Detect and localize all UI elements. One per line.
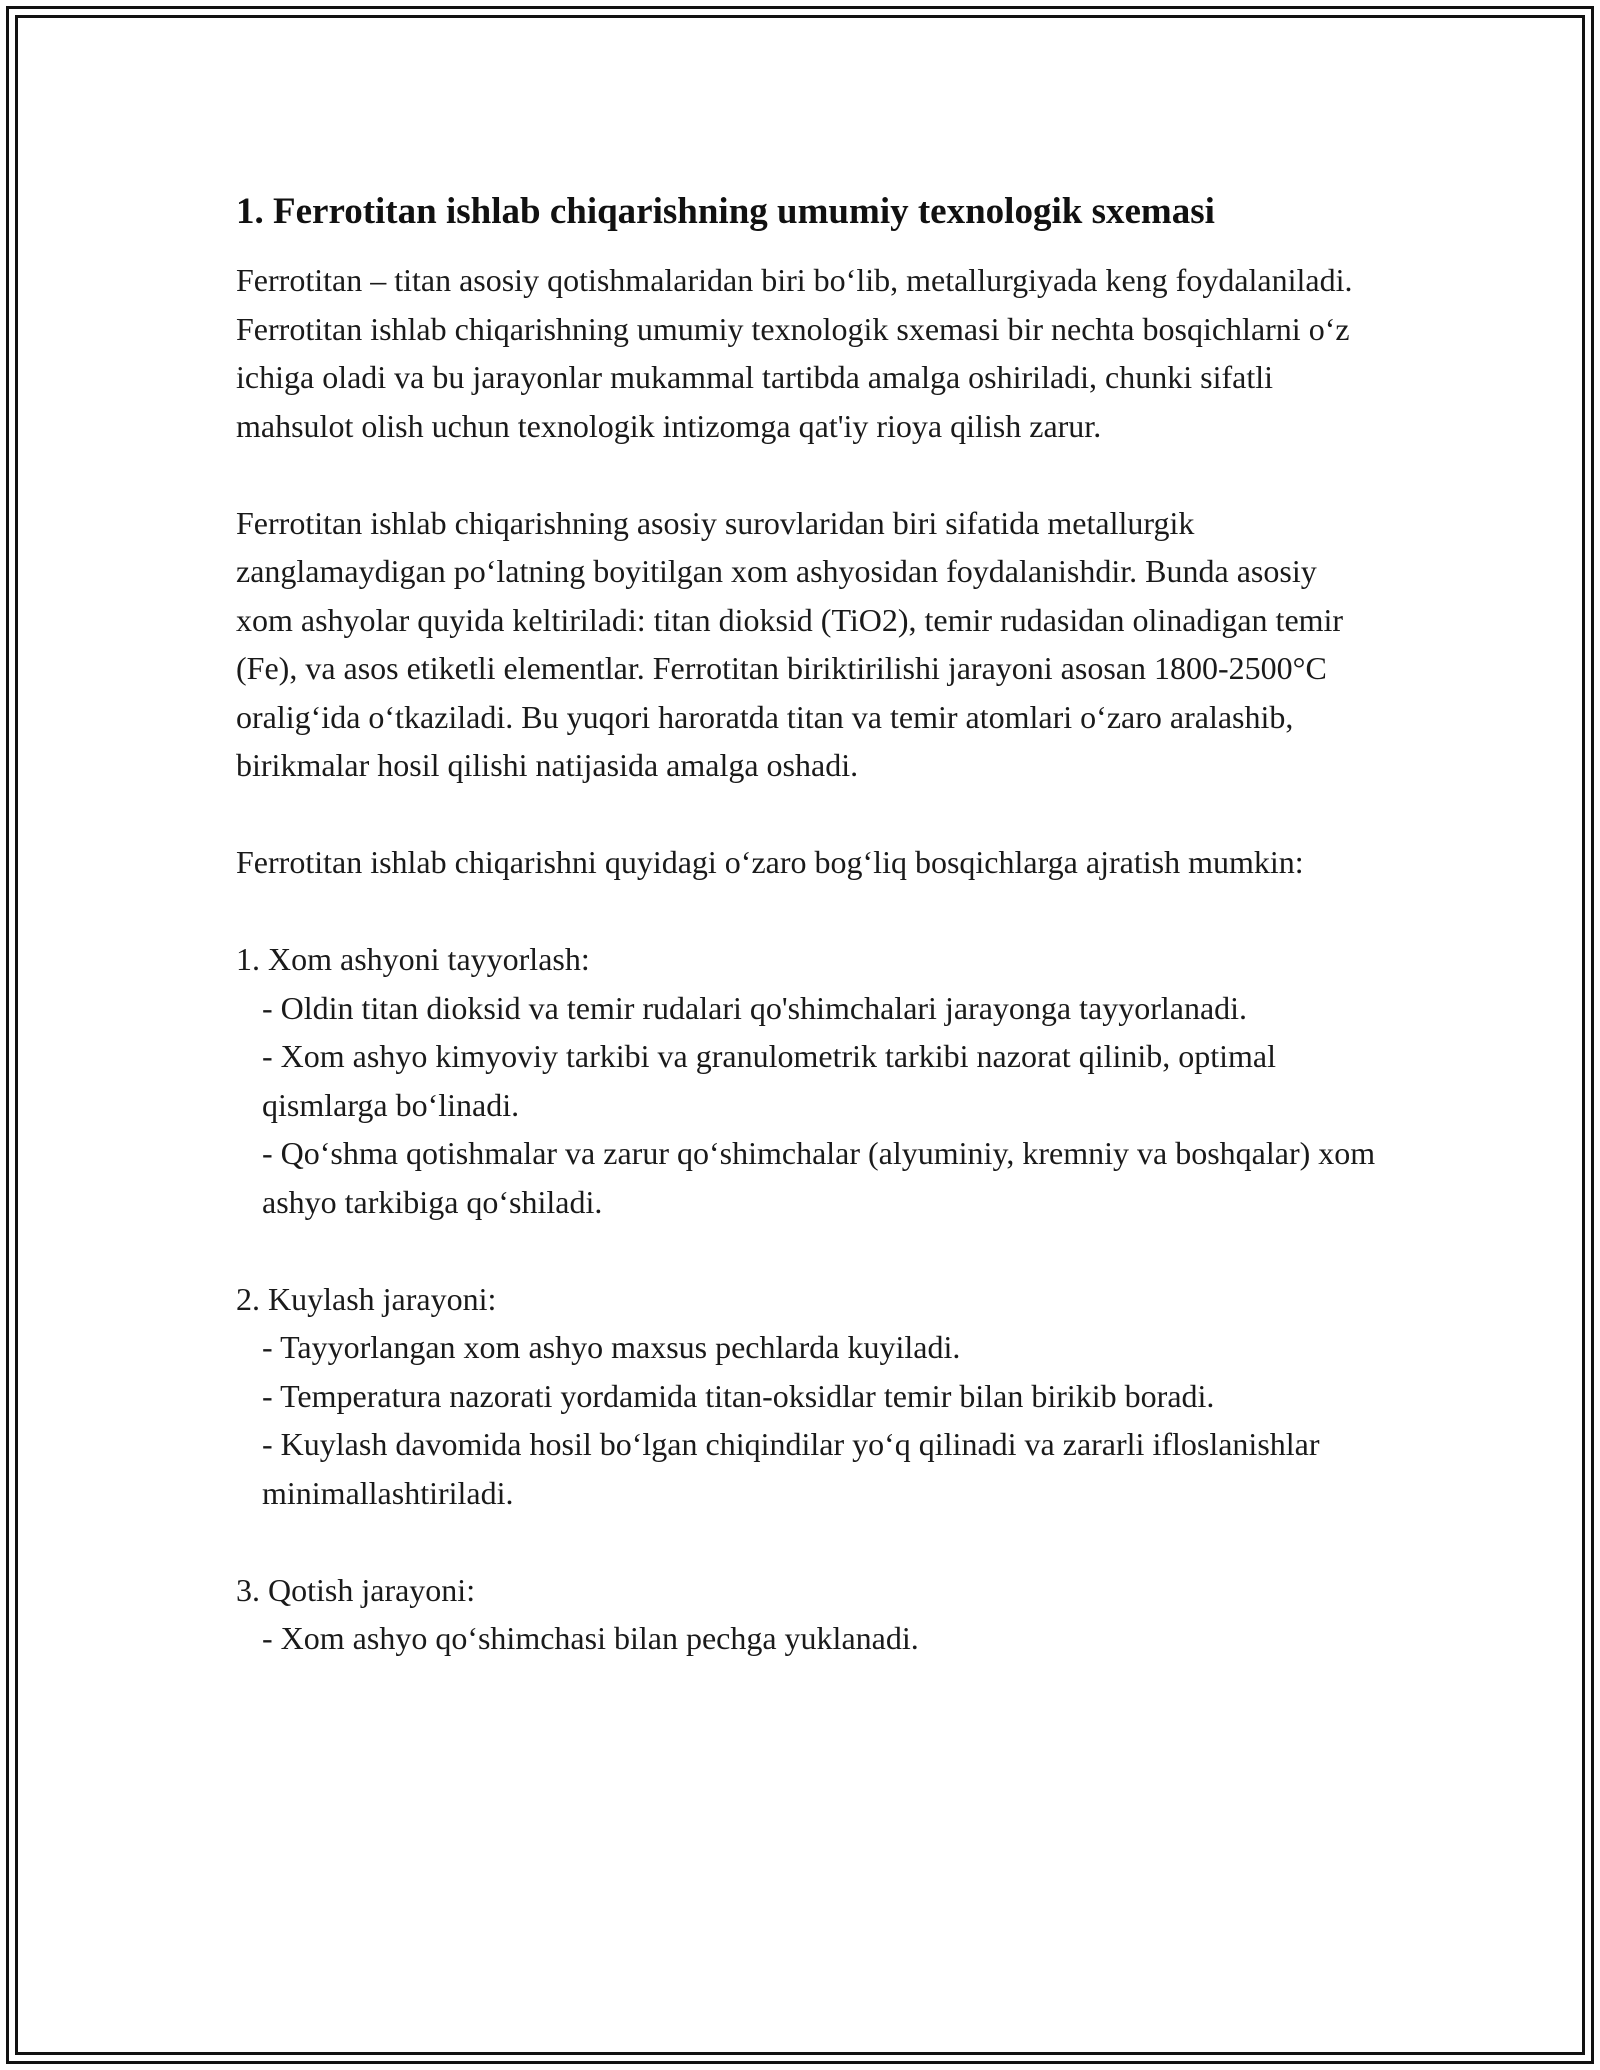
step-item: - Xom ashyo qo‘shimchasi bilan pechga yuklanadi. (262, 1620, 919, 1656)
step-item: - Tayyorlangan xom ashyo maxsus pechlarda kuyiladi. (262, 1329, 961, 1365)
document-title: 1. Ferrotitan ishlab chiqarishning umumiy texnologik sxemasi (236, 191, 1215, 232)
step-heading: 3. Qotish jarayoni: (236, 1571, 476, 1608)
step-item: - Temperatura nazorati yordamida titan-oksidlar temir bilan birikib boradi. (262, 1377, 1215, 1414)
step-item: - Kuylash davomida hosil bo‘lgan chiqindilar yo‘q qilinadi va zararli ifloslanishlar minimallashtiriladi. (262, 1426, 1320, 1511)
step-1 (236, 935, 1376, 1226)
paragraph-raw-materials: Ferrotitan ishlab chiqarishning asosiy surovlaridan biri sifatida metallurgik zanglamaydigan po‘latning boyitilgan xom ashyosidan foydalanishdir. Bunda asosiy xom ashyolar quyida keltiriladi: titan dioksid (TiO2), temir rudasidan olinadigan temir (Fe), va asos etiketli elementlar. Ferrotitan biriktirilishi jarayoni asosan 1800-2500°C oralig‘ida o‘tkaziladi. Bu yuqori haroratda titan va temir atomlari o‘zaro aralashib, birikmalar hosil qilishi natijasida amalga oshadi. (236, 504, 1344, 783)
step-2 (236, 1275, 1376, 1518)
paragraph-stages-intro: Ferrotitan ishlab chiqarishni quyidagi o‘zaro bog‘liq bosqichlarga ajratish mumkin: (236, 844, 1304, 880)
step-3 (236, 1566, 1376, 1663)
step-item: - Xom ashyo kimyoviy tarkibi va granulometrik tarkibi nazorat qilinib, optimal qismlarga bo‘linadi. (262, 1038, 1277, 1123)
step-item: - Qo‘shma qotishmalar va zarur qo‘shimchalar (alyuminiy, kremniy va boshqalar) xom ashyo tarkibiga qo‘shiladi. (262, 1135, 1376, 1220)
step-heading: 1. Xom ashyoni tayyorlash: (236, 941, 590, 977)
document-body (236, 188, 1376, 1711)
step-heading: 2. Kuylash jarayoni: (236, 1280, 497, 1317)
paragraph-intro: Ferrotitan – titan asosiy qotishmalaridan biri bo‘lib, metallurgiyada keng foydalaniladi. Ferrotitan ishlab chiqarishning umumiy texnologik sxemasi bir nechta bosqichlarni o‘z ichiga oladi va bu jarayonlar mukammal tartibda amalga oshiriladi, chunki sifatli mahsulot olish uchun texnologik intizomga qat'iy rioya qilish zarur. (236, 262, 1353, 444)
step-item: - Oldin titan dioksid va temir rudalari qo'shimchalari jarayonga tayyorlanadi. (262, 989, 1248, 1026)
